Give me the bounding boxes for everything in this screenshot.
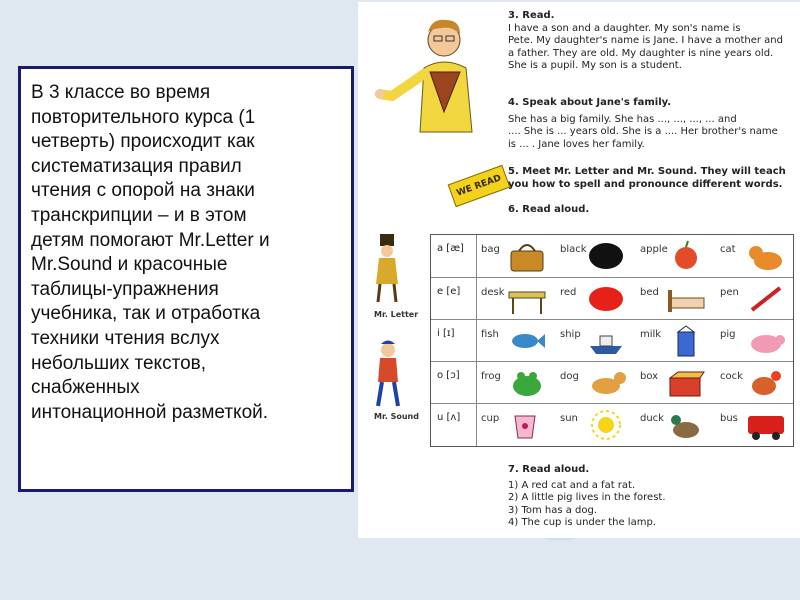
word-label: dog bbox=[560, 371, 579, 382]
pig-icon bbox=[746, 324, 786, 358]
bed-icon bbox=[666, 282, 706, 316]
word-label: ship bbox=[560, 329, 581, 340]
text-line: чтения с опорой на знаки bbox=[31, 180, 255, 202]
table-row bbox=[431, 319, 793, 362]
exercise-title: 6. Read aloud. bbox=[508, 204, 590, 215]
description-text-box bbox=[18, 66, 354, 492]
milk-carton-icon bbox=[666, 324, 706, 358]
text-line: 2) A little pig lives in the forest. bbox=[508, 492, 666, 503]
cup-icon bbox=[507, 408, 547, 442]
word-label: duck bbox=[640, 413, 664, 424]
text-line: систематизация правил bbox=[31, 155, 242, 177]
vowel-cell: a [æ] bbox=[431, 235, 477, 277]
word-cell bbox=[477, 235, 556, 277]
exercise-7 bbox=[508, 464, 666, 530]
word-label: bed bbox=[640, 287, 659, 298]
word-label: cat bbox=[720, 244, 736, 255]
ship-icon bbox=[586, 324, 626, 358]
text-line: She is a pupil. My son is a student. bbox=[508, 60, 682, 71]
we-read-badge: WE READ bbox=[448, 165, 511, 207]
text-line: is ... . Jane loves her family. bbox=[508, 138, 645, 150]
exercise-title: you how to spell and pronounce different words. bbox=[508, 178, 783, 190]
exercise-4 bbox=[508, 97, 778, 151]
vowel-cell: o [ɔ] bbox=[431, 362, 477, 404]
text-line: Pete. My daughter's name is Jane. I have a mother and bbox=[508, 35, 783, 46]
text-line: She has a big family. She has ..., ..., ..., ... and bbox=[508, 113, 737, 125]
teacher-illustration bbox=[372, 12, 502, 142]
word-cell bbox=[556, 235, 636, 277]
fish-icon bbox=[507, 324, 547, 358]
exercise-title: 3. Read. bbox=[508, 10, 555, 21]
word-label: sun bbox=[560, 413, 578, 424]
word-label: bus bbox=[720, 413, 738, 424]
exercise-5 bbox=[508, 166, 786, 191]
phonics-table bbox=[430, 234, 794, 447]
text-line: 4) The cup is under the lamp. bbox=[508, 517, 656, 528]
mr-letter-caption: Mr. Letter bbox=[374, 310, 419, 319]
exercise-title: 4. Speak about Jane's family. bbox=[508, 97, 672, 108]
mr-letter-illustration bbox=[368, 234, 408, 304]
text-line: 3) Tom has a dog. bbox=[508, 504, 598, 516]
desk-icon bbox=[507, 282, 547, 316]
text-line: учебника, так и отработка bbox=[31, 303, 261, 325]
textbook-page bbox=[358, 2, 800, 538]
vowel-cell: u [ʌ] bbox=[431, 404, 477, 446]
word-label: red bbox=[560, 287, 577, 298]
text-line: таблицы-упражнения bbox=[31, 278, 219, 300]
pen-icon bbox=[746, 282, 786, 316]
table-row bbox=[431, 361, 793, 404]
text-line: повторительного курса (1 bbox=[31, 106, 256, 128]
word-label: bag bbox=[481, 244, 500, 255]
word-label: frog bbox=[481, 371, 501, 382]
bus-icon bbox=[746, 408, 786, 442]
word-cell bbox=[636, 235, 716, 277]
text-line: детям помогают Mr.Letter и bbox=[31, 229, 270, 251]
exercise-title: 7. Read aloud. bbox=[508, 464, 590, 475]
text-line: четверть) происходит как bbox=[31, 131, 255, 153]
word-label: milk bbox=[640, 329, 662, 340]
duck-icon bbox=[666, 408, 706, 442]
black-blob-icon bbox=[586, 239, 626, 273]
cat-icon bbox=[746, 239, 786, 273]
text-line: a father. They are old. My daughter is nine years old. bbox=[508, 47, 774, 59]
word-label: box bbox=[640, 371, 659, 382]
frog-icon bbox=[507, 366, 547, 400]
table-row bbox=[431, 235, 793, 277]
text-line: 1) A red cat and a fat rat. bbox=[508, 479, 636, 491]
text-line: техники чтения вслух bbox=[31, 327, 220, 349]
exercise-title: 5. Meet Mr. Letter and Mr. Sound. They will teach bbox=[508, 166, 786, 177]
sun-icon bbox=[586, 408, 626, 442]
text-line: I have a son and a daughter. My son's name is bbox=[508, 22, 741, 34]
word-label: pen bbox=[720, 287, 739, 298]
text-line: транскрипции – и в этом bbox=[31, 204, 247, 226]
text-line: небольших текстов, bbox=[31, 352, 207, 374]
bag-icon bbox=[507, 239, 547, 273]
word-label: cup bbox=[481, 413, 500, 424]
text-line: Mr.Sound и красочные bbox=[31, 254, 228, 276]
vowel-cell: i [ɪ] bbox=[431, 320, 477, 362]
text-line: интонационной разметкой. bbox=[31, 401, 269, 423]
word-label: cock bbox=[720, 371, 743, 382]
vowel-cell: e [e] bbox=[431, 278, 477, 320]
apple-icon bbox=[666, 239, 706, 273]
text-line: В 3 классе во время bbox=[31, 82, 211, 103]
mr-sound-caption: Mr. Sound bbox=[374, 412, 419, 421]
dog-icon bbox=[586, 366, 626, 400]
word-label: apple bbox=[640, 244, 668, 255]
table-row bbox=[431, 403, 793, 446]
word-label: fish bbox=[481, 329, 499, 340]
text-line: снабженных bbox=[31, 377, 140, 399]
word-label: desk bbox=[481, 287, 505, 298]
word-cell bbox=[716, 235, 793, 277]
red-blob-icon bbox=[586, 282, 626, 316]
exercise-6 bbox=[508, 204, 589, 217]
box-icon bbox=[666, 366, 706, 400]
word-label: black bbox=[560, 244, 587, 255]
text-line: .... She is ... years old. She is a .... Her brother's name bbox=[508, 126, 778, 137]
rooster-icon bbox=[746, 366, 786, 400]
mr-sound-illustration bbox=[368, 340, 408, 408]
word-label: pig bbox=[720, 329, 736, 340]
table-row bbox=[431, 277, 793, 320]
exercise-3 bbox=[508, 10, 783, 73]
